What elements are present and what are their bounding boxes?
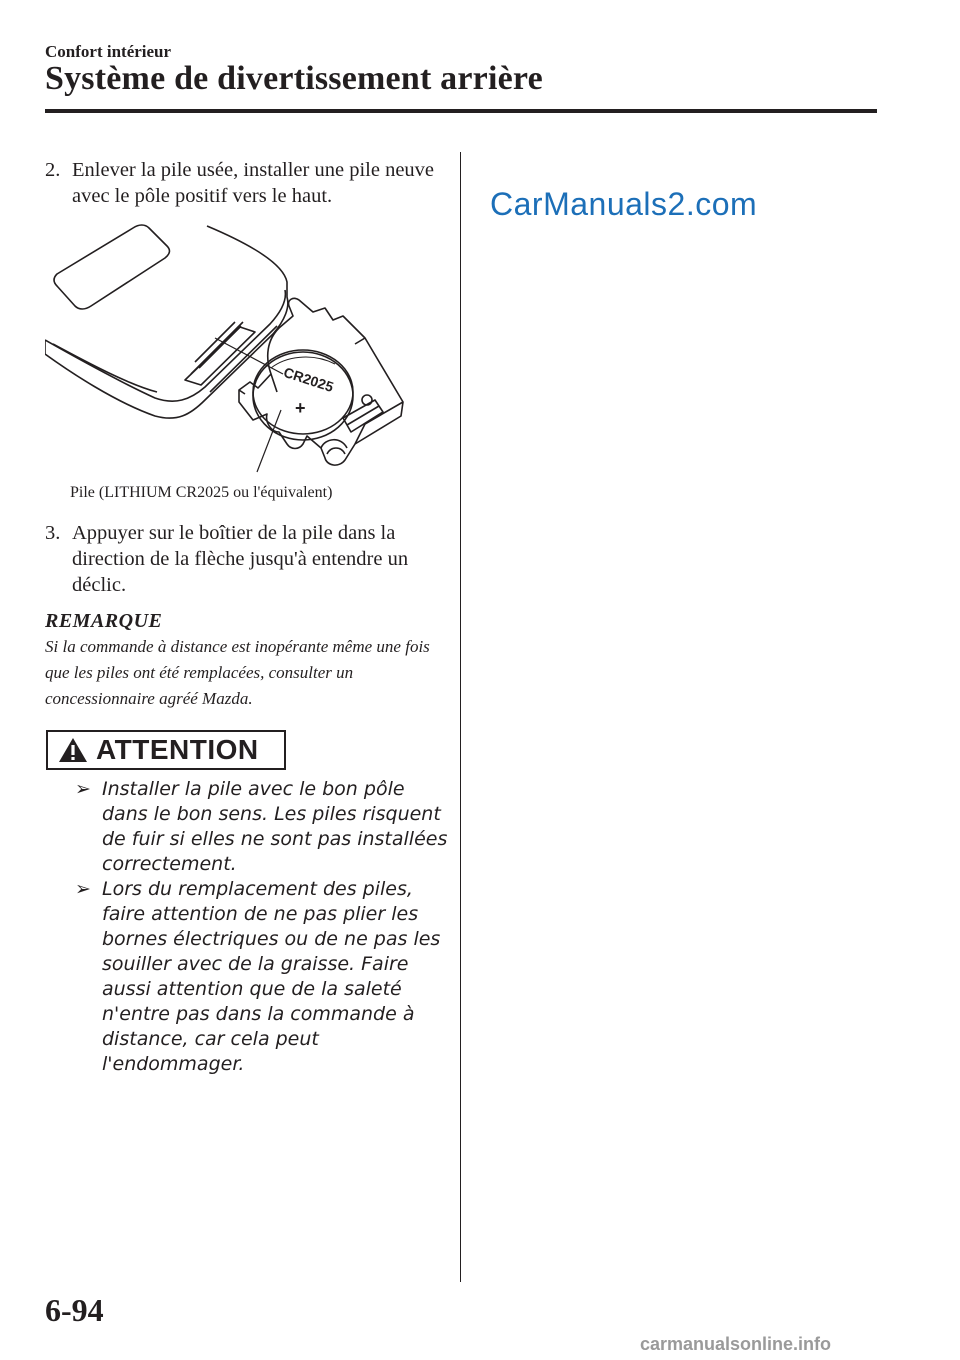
page-number: 6-94 [45, 1292, 104, 1328]
page-title: Système de divertissement arrière [45, 60, 543, 97]
polarity-plus: + [295, 398, 306, 418]
remote-label-plate [54, 225, 169, 309]
attention-label: ATTENTION [96, 734, 259, 765]
bullet-text: Lors du remplacement des piles, faire attention de ne pas plier les bornes électriques ou de ne pas les souiller avec de la graisse. Faire aussi attention que de la saleté n'entre pas dans la commande à distance, car cela peut l'endommager. [102, 878, 441, 1075]
battery-label: CR2025 [281, 363, 336, 395]
remote-battery-illustration [45, 222, 405, 482]
step-number: 2. [45, 159, 61, 181]
watermark: CarManuals2.com [490, 186, 758, 222]
column-divider [460, 152, 461, 1282]
step-text: Enlever la pile usée, installer une pile neuve avec le pôle positif vers le haut. [72, 159, 435, 207]
title-rule [45, 109, 877, 113]
arrow-bullet-icon: ➢ [75, 778, 91, 800]
section-label: Confort intérieur [45, 42, 172, 61]
step-number: 3. [45, 522, 61, 544]
illustration-caption: Pile (LITHIUM CR2025 ou l'équivalent) [70, 484, 333, 501]
note-title: REMARQUE [45, 610, 163, 632]
warning-triangle-icon [58, 737, 88, 763]
bullet-text: Installer la pile avec le bon pôle dans le bon sens. Les piles risquent de fuir si elles ne sont pas installées correctement. [102, 778, 448, 875]
footer-watermark: carmanualsonline.info [640, 1334, 832, 1354]
attention-bullet [75, 877, 455, 1077]
coin-battery [253, 352, 353, 440]
attention-bullet [75, 777, 455, 877]
attention-banner [46, 730, 286, 770]
step-3 [45, 520, 445, 598]
note-body: Si la commande à distance est inopérante même une fois que les piles ont été remplacées, consulter un concessionnaire agréé Mazda. [45, 637, 430, 708]
step-text: Appuyer sur le boîtier de la pile dans la direction de la flèche jusqu'à entendre un déclic. [72, 522, 409, 596]
arrow-bullet-icon: ➢ [75, 878, 91, 900]
remote-body [45, 226, 288, 418]
step-2 [45, 157, 445, 209]
